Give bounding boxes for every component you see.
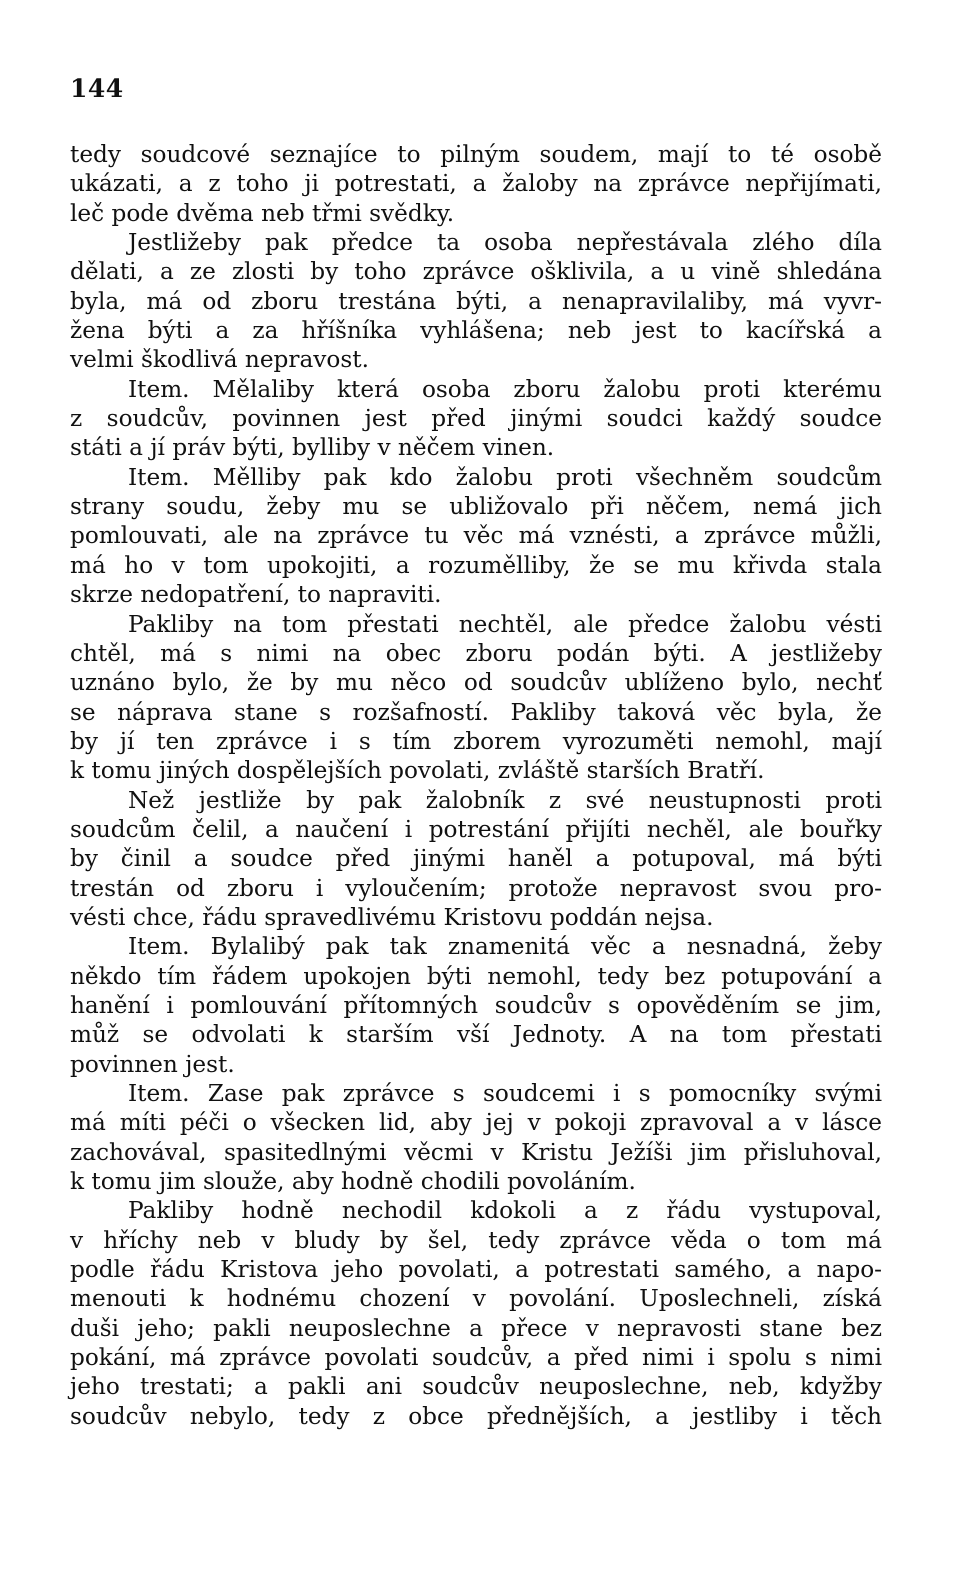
text-line: leč pode dvěma neb třmi svědky. [70, 199, 455, 227]
text-line: ukázati, a z toho ji potrestati, a žaloby na zprávce nepřijímati, [70, 170, 882, 198]
text-line: má míti péči o všecken lid, aby jej v pokoji zpravoval a v lásce [70, 1109, 882, 1137]
text-line: můž se odvolati k starším vší Jednoty. A na tom přestati [70, 1021, 882, 1049]
text-line: by jí ten zprávce i s tím zborem vyrozuměti nemohl, mají [70, 727, 882, 755]
text-line: byla, má od zboru trestána býti, a nenapravilaliby, má vyvr- [70, 287, 882, 315]
text-line: se náprava stane s rozšafností. Pakliby taková věc byla, že [70, 698, 882, 726]
text-line: jeho trestati; a pakli ani soudcův neuposlechne, neb, kdyžby [70, 1373, 882, 1401]
text-line: Item. Zase pak zprávce s soudcemi i s pomocníky svými [128, 1080, 882, 1107]
text-line: Pakliby hodně nechodil kdokoli a z řádu vystupoval, [128, 1197, 882, 1225]
text-line: soudcův nebylo, tedy z obce přednějších, a jestliby i těch [70, 1402, 882, 1430]
text-line: Jestližeby pak předce ta osoba nepřestávala zlého díla [128, 229, 882, 257]
text-line: trestán od zboru i vyloučením; protože nepravost svou pro- [70, 874, 882, 902]
text-line: hanění i pomlouvání přítomných soudcův s opověděním se jim, [70, 991, 882, 1019]
text-line: Item. Mělaliby která osoba zboru žalobu proti kterému [128, 375, 882, 403]
text-line: k tomu jiných dospělejších povolati, zvláště starších Bratří. [70, 757, 765, 785]
text-line: k tomu jim slouže, aby hodně chodili povoláním. [70, 1168, 636, 1196]
page-number: 144 [70, 74, 124, 103]
text-line: má ho v tom upokojiti, a rozumělliby, že se mu křivda stala [70, 551, 882, 579]
text-line: strany soudu, žeby mu se ubližovalo při něčem, nemá jich [70, 493, 882, 521]
text-line: velmi škodlivá nepravost. [70, 346, 369, 374]
text-line: Item. Měllіby pak kdo žalobu proti všechněm soudcům [128, 463, 882, 491]
text-line: menouti k hodnému chození v povolání. Uposlechneli, získá [70, 1285, 882, 1313]
text-line: tedy soudcové seznajíce to pilným soudem, mají to té osobě [70, 141, 882, 168]
text-line: povinnen jest. [70, 1050, 235, 1078]
body-text [70, 140, 882, 1431]
text-line: někdo tím řádem upokojen býti nemohl, tedy bez potupování a [70, 962, 882, 990]
text-line: duši jeho; pakli neuposlechne a přece v nepravosti stane bez [70, 1314, 882, 1342]
text-line: pomlouvati, ale na zprávce tu věc má vznésti, a zprávce můžli, [70, 522, 882, 550]
text-line: dělati, a ze zlosti by toho zprávce ošklivila, a u vině shledána [70, 258, 882, 286]
text-line: Než jestliže by pak žalobník z své neustupnosti proti [128, 786, 882, 814]
text-line: pokání, má zprávce povolati soudcův, a před nimi i spolu s nimi [70, 1344, 882, 1372]
text-line: Pakliby na tom přestati nechtěl, ale předce žalobu vésti [128, 610, 882, 638]
text-line: by činil a soudce před jinými haněl a potupoval, má býti [70, 845, 882, 873]
text-line: vésti chce, řádu spravedlivému Kristovu poddán nejsa. [70, 903, 714, 931]
text-line: chtěl, má s nimi na obec zboru podán býti. A jestližeby [70, 639, 882, 667]
text-line: v hříchy neb v bludy by šel, tedy zprávce věda o tom má [70, 1226, 882, 1254]
text-line: Item. Bylalibý pak tak znamenitá věc a nesnadná, žeby [128, 933, 882, 961]
text-line: uznáno bylo, že by mu něco od soudcův ublíženo bylo, nechť [70, 669, 882, 697]
text-line: státi a jí práv býti, bylliby v něčem vinen. [70, 434, 555, 462]
text-line: z soudcův, povinnen jest před jinými soudci každý soudce [70, 405, 882, 433]
text-line: zachovával, spasitedlnými věcmi v Kristu Ježíši jim přisluhoval, [70, 1138, 882, 1166]
text-line: skrze nedopatření, to napraviti. [70, 581, 442, 609]
text-line: podle řádu Kristova jeho povolati, a potrestati samého, a napo- [70, 1256, 882, 1284]
text-line: soudcům čelil, a naučení i potrestání přijíti nechěl, ale bouřky [70, 815, 882, 843]
text-line: žena býti a za hříšníka vyhlášena; neb jest to kacířská a [70, 317, 882, 345]
